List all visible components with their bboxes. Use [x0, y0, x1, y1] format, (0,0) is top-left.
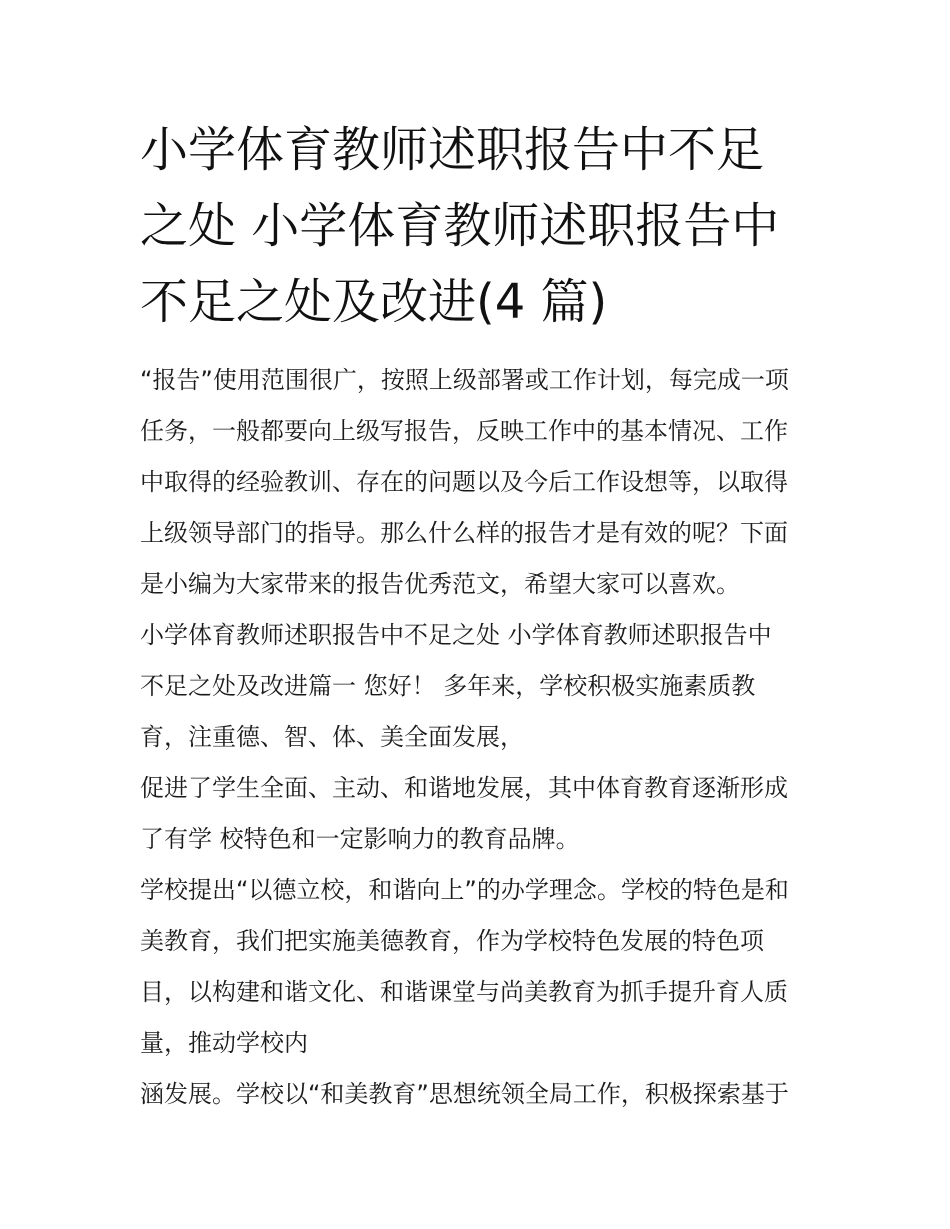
body-line: 涵发展。学校以“和美教育”思想统领全局工作，积极探索基于 [140, 1080, 789, 1108]
body-line: 量，推动学校内 [140, 1029, 308, 1057]
body-line: 促进了学生全面、主动、和谐地发展，其中体育教育逐渐形成 [140, 774, 788, 802]
body-line: 目，以构建和谐文化、和谐课堂与尚美教育为抓手提升育人质 [140, 978, 788, 1006]
body-line: 小学体育教师述职报告中不足之处 小学体育教师述职报告中 [140, 621, 772, 649]
body-line: 中取得的经验教训、存在的问题以及今后工作设想等，以取得 [140, 468, 788, 496]
body-line: 育，注重德、智、体、美全面发展， [140, 723, 524, 751]
document-title [140, 112, 820, 340]
body-line: 上级领导部门的指导。那么什么样的报告才是有效的呢？下面 [140, 519, 788, 547]
body-line: 学校提出“以德立校，和谐向上”的办学理念。学校的特色是和 [140, 876, 789, 904]
document-body [140, 355, 820, 1120]
body-line: 美教育，我们把实施美德教育，作为学校特色发展的特色项 [140, 927, 764, 955]
title-line: 不足之处及改进(4 篇) [140, 274, 608, 330]
title-line: 小学体育教师述职报告中不足 [140, 122, 765, 178]
body-line: “报告”使用范围很广，按照上级部署或工作计划，每完成一项 [140, 366, 789, 394]
body-line: 任务，一般都要向上级写报告，反映工作中的基本情况、工作 [140, 417, 788, 445]
body-line: 不足之处及改进篇一 您好！ 多年来，学校积极实施素质教 [140, 672, 756, 700]
title-line: 之处 小学体育教师述职报告中 [140, 198, 780, 254]
body-line: 了有学 校特色和一定影响力的教育品牌。 [140, 825, 580, 853]
body-line: 是小编为大家带来的报告优秀范文，希望大家可以喜欢。 [140, 570, 740, 598]
